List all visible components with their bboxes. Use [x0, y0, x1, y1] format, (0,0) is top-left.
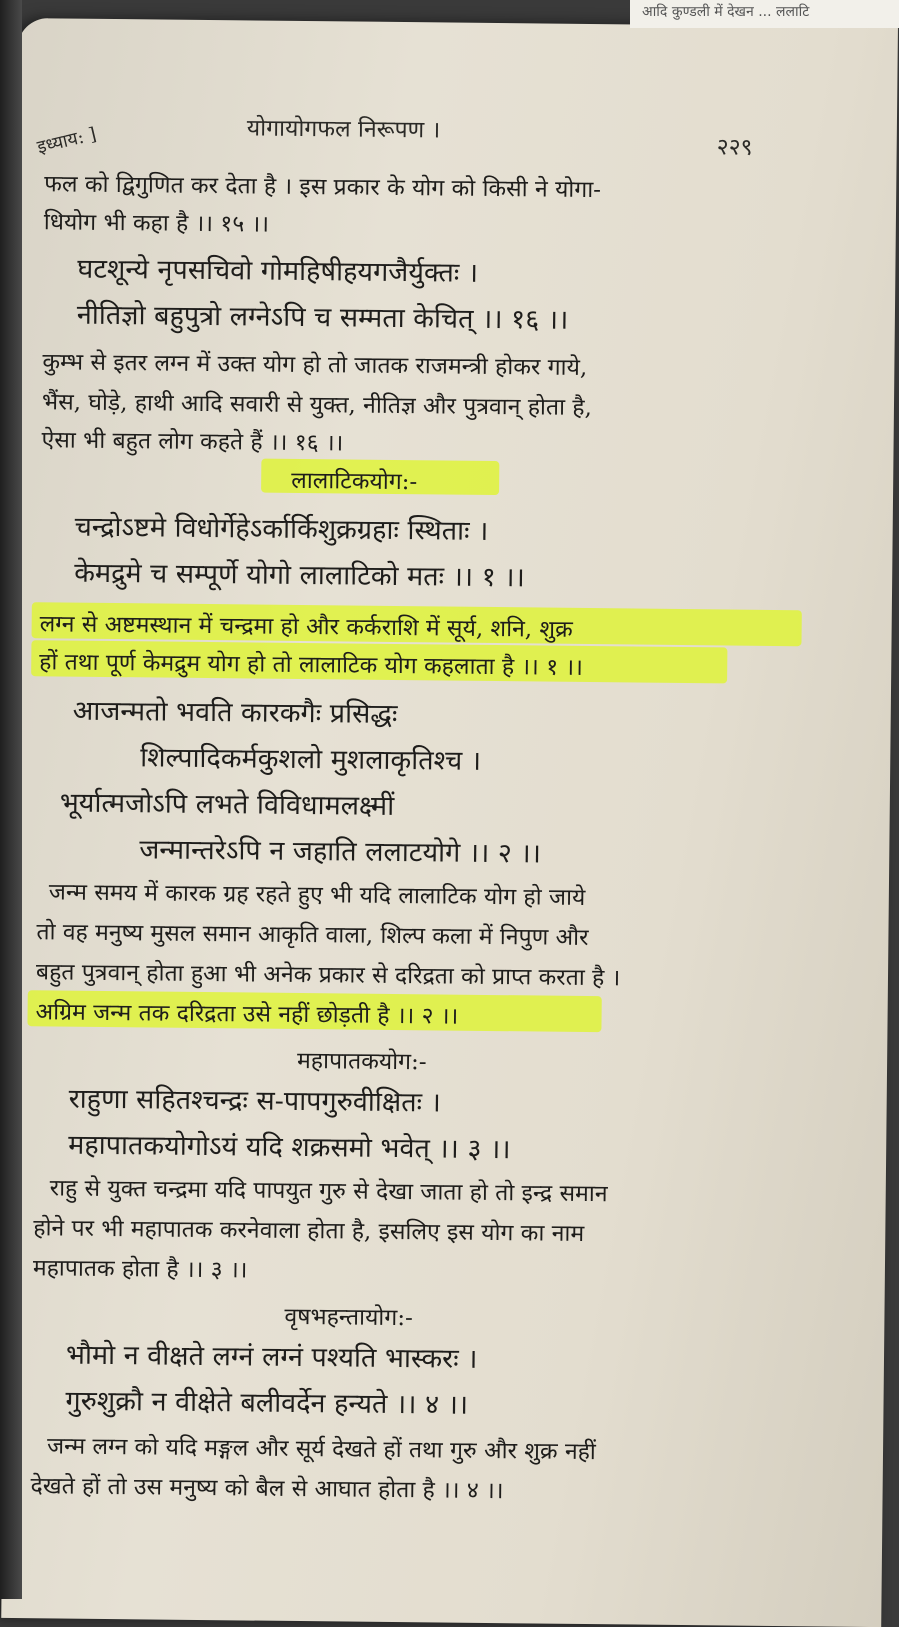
chapter-mark: इध्याय: ]	[35, 123, 99, 159]
section-heading: महापातकयोग:-	[296, 1047, 427, 1076]
scrap-text: आदि कुण्डली में देखन ... ललाटि	[642, 4, 810, 20]
text-line: अग्रिम जन्म तक दरिद्रता उसे नहीं छोड़ती है ।। २ ।।	[35, 999, 459, 1030]
book-spine-shadow	[0, 0, 22, 1599]
section-heading: वृषभहन्तायोग:-	[284, 1303, 413, 1332]
text-line: लग्न से अष्टमस्थान में चन्द्रमा हो और कर्कराशि में सूर्य, शनि, शुक्र	[39, 611, 573, 643]
verse-line: महापातकयोगोऽयं यदि शक्रसमो भवेत् ।। ३ ।।	[68, 1129, 511, 1166]
verse-line: भूर्यात्मजोऽपि लभते विविधामलक्ष्मीं	[59, 787, 395, 822]
verse-line: राहुणा सहितश्चन्द्रः स-पापगुरुवीक्षितः ।	[68, 1083, 442, 1119]
text-line: बहुत पुत्रवान् होता हुआ भी अनेक प्रकार से दरिद्रता को प्राप्त करता है ।	[35, 959, 621, 992]
text-line: जन्म लग्न को यदि मङ्गल और सूर्य देखते हों तथा गुरु और शुक्र नहीं	[46, 1433, 596, 1466]
verse-line: आजन्मतो भवति कारकगैः प्रसिद्धः	[72, 695, 398, 731]
book-page	[1, 18, 898, 1627]
text-line: ऐसा भी बहुत लोग कहते हैं ।। १६ ।।	[41, 427, 344, 457]
verse-line: जन्मान्तरेऽपि न जहाति ललाटयोगे ।। २ ।।	[139, 834, 542, 870]
text-line: फल को द्विगुणित कर देता है । इस प्रकार के योग को किसी ने योगा-	[44, 171, 602, 204]
page-number: २२९	[716, 134, 753, 161]
adjacent-paper-scrap	[630, 0, 899, 28]
verse-line: चन्द्रोऽष्टमे विधोर्गेहेऽर्कार्किशुक्रग्रहाः स्थिताः ।	[74, 511, 489, 547]
text-line: हों तथा पूर्ण केमद्रुम योग हो तो लालाटिक योग कहलाता है ।। १ ।।	[39, 649, 584, 681]
verse-line: गुरुशुक्रौ न वीक्षेते बलीवर्देन हन्यते ।। ४ ।।	[65, 1385, 469, 1421]
text-line: होने पर भी महापातक करनेवाला होता है, इसलिए इस योग का नाम	[33, 1215, 585, 1247]
text-line: तो वह मनुष्य मुसल समान आकृति वाला, शिल्प कला में निपुण और	[36, 919, 589, 952]
verse-line: शिल्पादिकर्मकुशलो मुशलाकृतिश्च ।	[140, 742, 482, 777]
verse-line: भौमो न वीक्षते लग्नं लग्नं पश्यति भास्करः ।	[65, 1339, 478, 1375]
text-line: राहु से युक्त चन्द्रमा यदि पापयुत गुरु से देखा जाता हो तो इन्द्र समान	[49, 1175, 608, 1208]
section-heading: लालाटिकयोग:-	[291, 467, 418, 496]
text-line: धियोग भी कहा है ।। १५ ।।	[43, 209, 270, 238]
text-line: जन्म समय में कारक ग्रह रहते हुए भी यदि लालाटिक योग हो जाये	[48, 879, 586, 911]
text-line: कुम्भ से इतर लग्न में उक्त योग हो तो जातक राजमन्त्री होकर गाये,	[42, 349, 588, 381]
text-line: देखते हों तो उस मनुष्य को बैल से आघात होता है ।। ४ ।।	[30, 1473, 504, 1505]
verse-line: घटशून्ये नृपसचिवो गोमहिषीहयगजैर्युक्तः ।	[77, 253, 479, 289]
text-line: महापातक होता है ।। ३ ।।	[32, 1255, 248, 1284]
verse-line: केमद्रुमे च सम्पूर्णे योगो लालाटिको मतः ।। १ ।।	[74, 557, 525, 594]
text-line: भैंस, घोड़े, हाथी आदि सवारी से युक्त, नीतिज्ञ और पुत्रवान् होता है,	[41, 389, 593, 422]
verse-line: नीतिज्ञो बहुपुत्रो लग्नेऽपि च सम्मता केचित् ।। १६ ।।	[76, 299, 569, 336]
page-title: योगायोगफल निरूपण ।	[246, 115, 441, 144]
